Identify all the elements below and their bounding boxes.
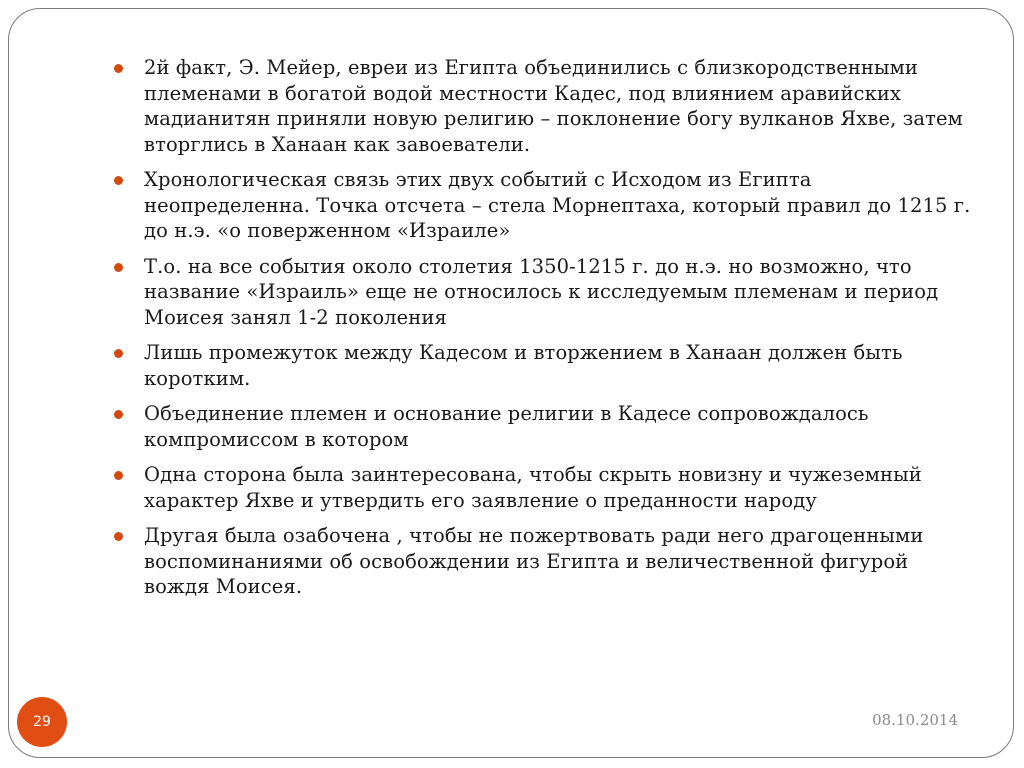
bullet-item (114, 254, 974, 331)
slide-content (114, 55, 974, 610)
bullet-text: Одна сторона была заинтересована, чтобы скрыть новизну и чужеземный характер Яхве и утвердить его заявление о преданности народу (144, 463, 922, 512)
page-number-badge: 29 (17, 697, 67, 747)
bullet-text: 2й факт, Э. Мейер, евреи из Египта объединились с близкородственными племенами в богатой водой местности Кадес, под влиянием аравийских мадианитян приняли новую религию – поклонение богу вулканов Яхве, затем вторглись в Ханаан как завоеватели. (144, 56, 963, 156)
bullet-dot-icon (114, 471, 123, 480)
bullet-dot-icon (114, 263, 123, 272)
bullet-dot-icon (114, 410, 123, 419)
bullet-item (114, 167, 974, 244)
slide-date: 08.10.2014 (872, 711, 958, 729)
bullet-item (114, 401, 974, 452)
bullet-text: Т.о. на все события около столетия 1350-1215 г. до н.э. но возможно, что название «Израиль» еще не относилось к исследуемым племенам и период Моисея занял 1-2 поколения (144, 254, 939, 329)
bullet-item (114, 462, 974, 513)
bullet-text: Лишь промежуток между Кадесом и вторжением в Ханаан должен быть коротким. (144, 341, 903, 390)
bullet-item (114, 523, 974, 600)
bullet-dot-icon (114, 532, 123, 541)
bullet-dot-icon (114, 176, 123, 185)
bullet-dot-icon (114, 349, 123, 358)
bullet-item (114, 55, 974, 157)
bullet-text: Объединение племен и основание религии в Кадесе сопровождалось компромиссом в котором (144, 402, 869, 451)
bullet-item (114, 340, 974, 391)
bullet-dot-icon (114, 64, 123, 73)
bullet-list (114, 55, 974, 600)
bullet-text: Другая была озабочена , чтобы не пожертвовать ради него драгоценными воспоминаниями об освобождении из Египта и величественной фигурой вождя Моисея. (144, 524, 924, 598)
bullet-text: Хронологическая связь этих двух событий с Исходом из Египта неопределенна. Точка отсчета – стела Морнептаха, который правил до 1215 г. до н.э. «о поверженном «Израиле» (144, 168, 971, 242)
